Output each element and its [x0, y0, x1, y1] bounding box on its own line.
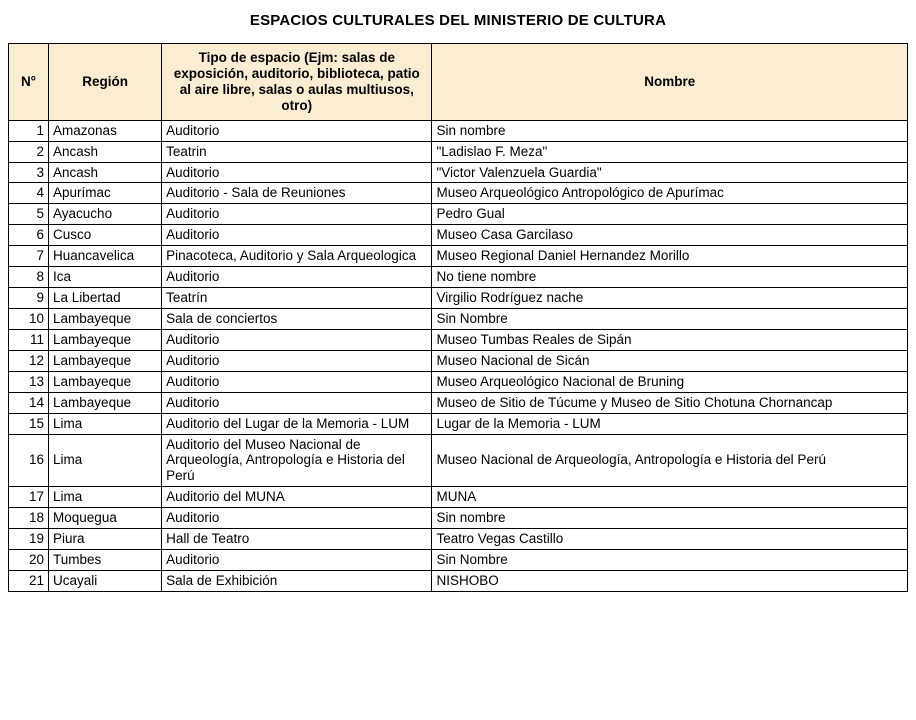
table-row — [9, 487, 908, 508]
cell-tipo-espacio: Pinacoteca, Auditorio y Sala Arqueologica — [162, 246, 432, 267]
cell-tipo-espacio: Auditorio — [162, 120, 432, 141]
table-row — [9, 329, 908, 350]
cell-nombre: Sin nombre — [432, 120, 908, 141]
cell-nombre: Museo Casa Garcilaso — [432, 225, 908, 246]
table-row — [9, 308, 908, 329]
cell-number: 12 — [9, 350, 49, 371]
cell-nombre: Sin nombre — [432, 508, 908, 529]
cell-nombre: Virgilio Rodríguez nache — [432, 288, 908, 309]
cell-tipo-espacio: Auditorio del Museo Nacional de Arqueología, Antropología e Historia del Perú — [162, 434, 432, 487]
cell-region: Moquegua — [49, 508, 162, 529]
cell-number: 5 — [9, 204, 49, 225]
table-row — [9, 371, 908, 392]
cell-number: 16 — [9, 434, 49, 487]
cell-tipo-espacio: Auditorio - Sala de Reuniones — [162, 183, 432, 204]
page-title: ESPACIOS CULTURALES DEL MINISTERIO DE CULTURA — [249, 12, 667, 29]
table-row — [9, 141, 908, 162]
cell-number: 13 — [9, 371, 49, 392]
cell-region: Cusco — [49, 225, 162, 246]
table-row — [9, 508, 908, 529]
column-header-number: N° — [9, 44, 49, 121]
cell-nombre: Sin Nombre — [432, 550, 908, 571]
table-row — [9, 413, 908, 434]
cell-number: 14 — [9, 392, 49, 413]
table-row — [9, 267, 908, 288]
table-row — [9, 434, 908, 487]
cell-nombre: "Ladislao F. Meza" — [432, 141, 908, 162]
table-row — [9, 550, 908, 571]
cell-tipo-espacio: Auditorio — [162, 267, 432, 288]
table-row — [9, 162, 908, 183]
table-row — [9, 225, 908, 246]
cell-number: 18 — [9, 508, 49, 529]
column-header-tipo: Tipo de espacio (Ejm: salas de exposición, auditorio, biblioteca, patio al aire libre, salas o aulas multiusos, otro) — [162, 44, 432, 121]
cell-region: Amazonas — [49, 120, 162, 141]
cell-number: 8 — [9, 267, 49, 288]
cell-nombre: Museo Tumbas Reales de Sipán — [432, 329, 908, 350]
cell-number: 17 — [9, 487, 49, 508]
table-row — [9, 392, 908, 413]
table-row — [9, 120, 908, 141]
table-row — [9, 246, 908, 267]
cell-tipo-espacio: Auditorio del Lugar de la Memoria - LUM — [162, 413, 432, 434]
cell-nombre: No tiene nombre — [432, 267, 908, 288]
cell-tipo-espacio: Auditorio — [162, 162, 432, 183]
cell-region: Apurímac — [49, 183, 162, 204]
table-row — [9, 204, 908, 225]
cell-number: 10 — [9, 308, 49, 329]
cell-nombre: NISHOBO — [432, 570, 908, 591]
cell-nombre: Museo Nacional de Arqueología, Antropología e Historia del Perú — [432, 434, 908, 487]
cell-number: 4 — [9, 183, 49, 204]
cell-number: 15 — [9, 413, 49, 434]
column-header-nombre: Nombre — [432, 44, 908, 121]
cell-region: La Libertad — [49, 288, 162, 309]
cell-region: Ucayali — [49, 570, 162, 591]
cell-nombre: Sin Nombre — [432, 308, 908, 329]
cell-tipo-espacio: Auditorio — [162, 508, 432, 529]
cell-tipo-espacio: Auditorio — [162, 550, 432, 571]
cell-tipo-espacio: Auditorio — [162, 350, 432, 371]
table-row — [9, 183, 908, 204]
cell-number: 20 — [9, 550, 49, 571]
cell-tipo-espacio: Sala de conciertos — [162, 308, 432, 329]
cell-tipo-espacio: Sala de Exhibición — [162, 570, 432, 591]
cell-nombre: Museo Arqueológico Nacional de Bruning — [432, 371, 908, 392]
cell-region: Lambayeque — [49, 308, 162, 329]
table-row — [9, 350, 908, 371]
cell-tipo-espacio: Auditorio — [162, 204, 432, 225]
cell-nombre: Museo de Sitio de Túcume y Museo de Sitio Chotuna Chornancap — [432, 392, 908, 413]
cell-nombre: "Victor Valenzuela Guardia" — [432, 162, 908, 183]
cell-tipo-espacio: Auditorio — [162, 392, 432, 413]
cell-region: Lima — [49, 487, 162, 508]
table-row — [9, 529, 908, 550]
cell-number: 2 — [9, 141, 49, 162]
cell-nombre: Pedro Gual — [432, 204, 908, 225]
cell-region: Ancash — [49, 141, 162, 162]
cell-region: Huancavelica — [49, 246, 162, 267]
cell-nombre: MUNA — [432, 487, 908, 508]
cell-number: 19 — [9, 529, 49, 550]
cell-number: 9 — [9, 288, 49, 309]
cell-tipo-espacio: Auditorio — [162, 371, 432, 392]
cell-number: 11 — [9, 329, 49, 350]
cell-region: Piura — [49, 529, 162, 550]
cell-region: Lambayeque — [49, 350, 162, 371]
cell-nombre: Lugar de la Memoria - LUM — [432, 413, 908, 434]
cell-number: 1 — [9, 120, 49, 141]
table-body — [9, 120, 908, 591]
cell-number: 7 — [9, 246, 49, 267]
cell-tipo-espacio: Teatrin — [162, 141, 432, 162]
cell-nombre: Museo Arqueológico Antropológico de Apurímac — [432, 183, 908, 204]
table-row — [9, 288, 908, 309]
table-header-row — [9, 44, 908, 121]
table-header — [9, 44, 908, 121]
cell-region: Ayacucho — [49, 204, 162, 225]
cell-region: Lambayeque — [49, 329, 162, 350]
table-row — [9, 570, 908, 591]
cell-region: Lima — [49, 413, 162, 434]
cell-number: 6 — [9, 225, 49, 246]
cell-nombre: Museo Nacional de Sicán — [432, 350, 908, 371]
cell-region: Ica — [49, 267, 162, 288]
cell-tipo-espacio: Hall de Teatro — [162, 529, 432, 550]
cell-region: Lambayeque — [49, 392, 162, 413]
table-container — [0, 43, 916, 592]
cell-number: 21 — [9, 570, 49, 591]
cell-number: 3 — [9, 162, 49, 183]
cell-tipo-espacio: Teatrín — [162, 288, 432, 309]
cell-tipo-espacio: Auditorio del MUNA — [162, 487, 432, 508]
cell-region: Lima — [49, 434, 162, 487]
cell-nombre: Teatro Vegas Castillo — [432, 529, 908, 550]
cell-tipo-espacio: Auditorio — [162, 329, 432, 350]
column-header-region: Región — [49, 44, 162, 121]
cell-tipo-espacio: Auditorio — [162, 225, 432, 246]
cell-region: Ancash — [49, 162, 162, 183]
cultural-spaces-table — [8, 43, 908, 592]
cell-region: Lambayeque — [49, 371, 162, 392]
cell-nombre: Museo Regional Daniel Hernandez Morillo — [432, 246, 908, 267]
cell-region: Tumbes — [49, 550, 162, 571]
